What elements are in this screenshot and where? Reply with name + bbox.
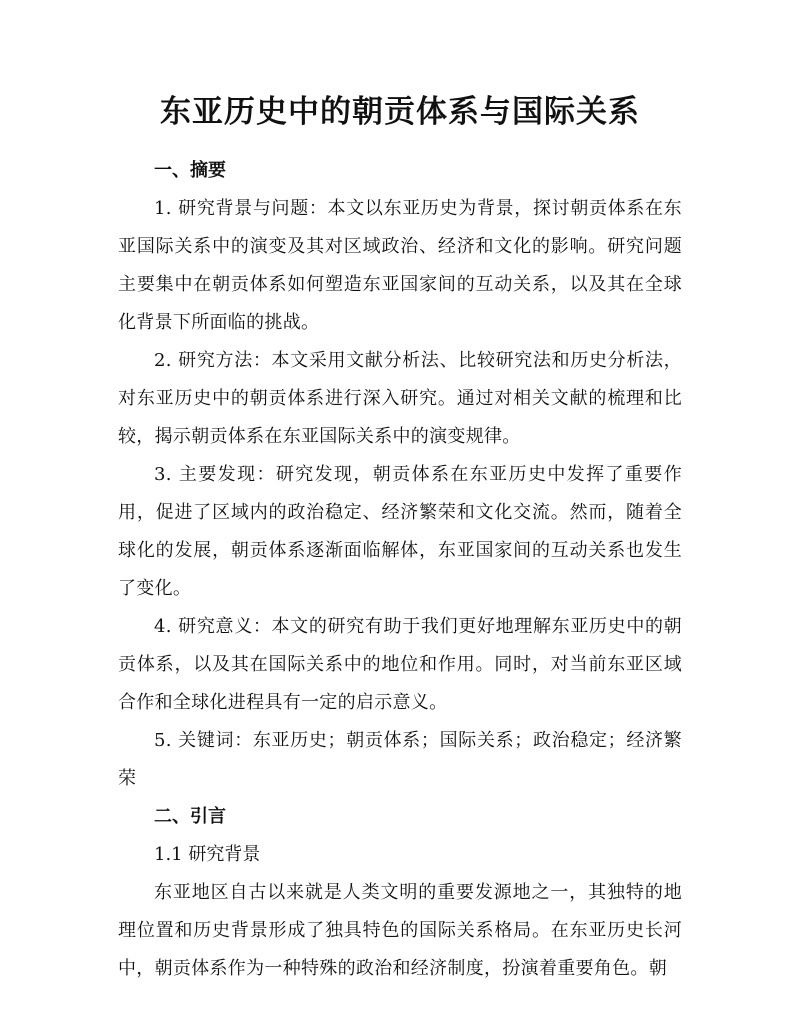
abstract-paragraph-3: 3. 主要发现：研究发现，朝贡体系在东亚历史中发挥了重要作用，促进了区域内的政治稳定、经济繁荣和文化交流。然而，随着全球化的发展，朝贡体系逐渐面临解体，东亚国家间的互动关系也发生了变化。 xyxy=(118,464,682,599)
intro-subheading-1-1: 1.1 研究背景 xyxy=(154,844,261,865)
abstract-heading: 一、摘要 xyxy=(154,160,226,181)
intro-paragraph-1: 东亚地区自古以来就是人类文明的重要发源地之一，其独特的地理位置和历史背景形成了独具特色的国际关系格局。在东亚历史长河中，朝贡体系作为一种特殊的政治和经济制度，扮演着重要角色。朝 xyxy=(118,882,682,979)
document-title: 东亚历史中的朝贡体系与国际关系 xyxy=(160,94,640,130)
abstract-paragraph-2: 2. 研究方法：本文采用文献分析法、比较研究法和历史分析法，对东亚历史中的朝贡体系进行深入研究。通过对相关文献的梳理和比较，揭示朝贡体系在东亚国际关系中的演变规律。 xyxy=(118,350,682,447)
abstract-paragraph-1: 1. 研究背景与问题：本文以东亚历史为背景，探讨朝贡体系在东亚国际关系中的演变及其对区域政治、经济和文化的影响。研究问题主要集中在朝贡体系如何塑造东亚国家间的互动关系，以及其在全球化背景下所面临的挑战。 xyxy=(118,198,682,333)
abstract-paragraph-4: 4. 研究意义：本文的研究有助于我们更好地理解东亚历史中的朝贡体系，以及其在国际关系中的地位和作用。同时，对当前东亚区域合作和全球化进程具有一定的启示意义。 xyxy=(118,616,682,713)
intro-heading: 二、引言 xyxy=(154,806,226,827)
abstract-paragraph-5: 5. 关键词：东亚历史；朝贡体系；国际关系；政治稳定；经济繁荣 xyxy=(118,730,682,789)
